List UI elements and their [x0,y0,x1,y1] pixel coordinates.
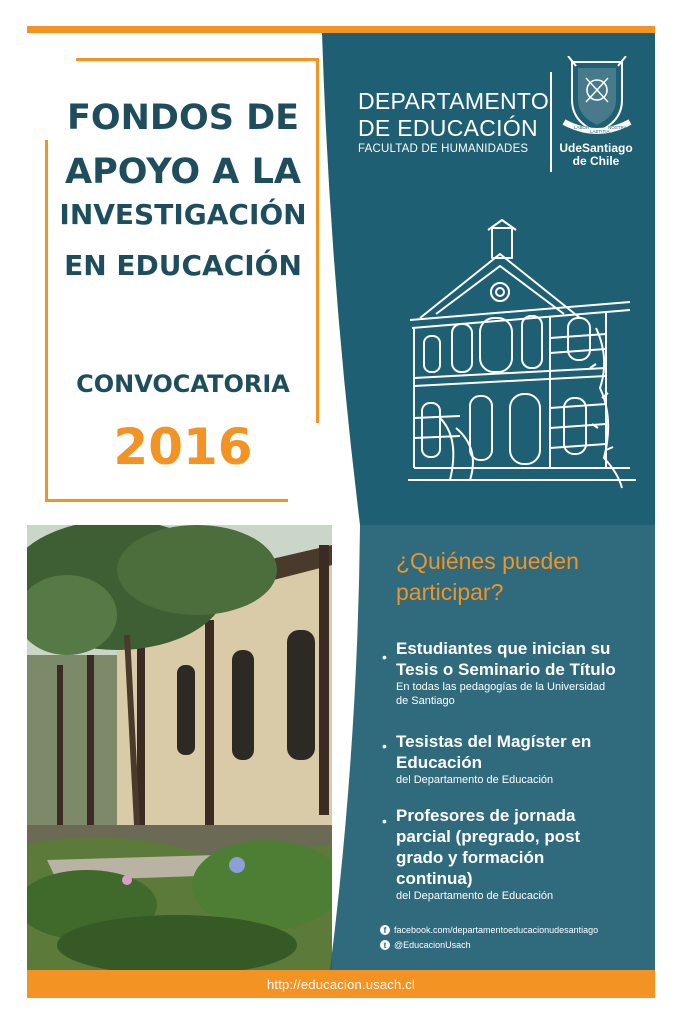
item-heading: parcial (pregrado, post [396,827,581,846]
item-heading: Estudiantes que inician su [396,639,611,658]
twitter-handle[interactable]: @EducacionUsach [394,940,471,950]
svg-text:NOSTRA: NOSTRA [608,125,627,130]
twitter-link[interactable] [380,940,471,950]
title-line: EN EDUCACIÓN [64,249,302,282]
university-name [558,142,634,168]
item-detail: En todas las pedagogías de la Universidad [396,681,606,693]
department-line: DEPARTAMENTO [358,88,550,114]
university-name-line: UdeSantiago [559,141,633,155]
question-line: ¿Quiénes pueden [396,548,579,574]
facebook-icon: f [380,925,390,935]
item-heading: continua) [396,869,473,888]
item-detail: de Santiago [396,695,455,707]
eligibility-item [396,731,652,787]
item-heading: Tesis o Seminario de Título [396,660,616,679]
university-name-line: de Chile [572,154,620,168]
item-heading: grado y formación [396,848,545,867]
call-year: 2016 [113,418,253,476]
svg-text:LABOR: LABOR [574,125,590,130]
frame-line [45,499,288,502]
department-name [358,88,549,156]
department-line: DE EDUCACIÓN [358,115,538,141]
facebook-link[interactable] [380,925,598,935]
item-heading: Educación [396,753,482,772]
twitter-icon: t [380,940,390,950]
svg-text:LAETITIA: LAETITIA [590,129,610,134]
building-line-drawing [400,218,640,503]
bullet-icon: • [382,649,387,665]
item-heading: Tesistas del Magíster en [396,732,592,751]
bullet-icon: • [382,813,387,829]
header-divider [550,72,552,172]
question-line: participar? [396,579,504,605]
courtyard-photo [27,525,332,970]
title-line: FONDOS DE [66,98,300,138]
bullet-icon: • [382,738,387,754]
item-detail: del Departamento de Educación [396,890,554,902]
call-label: CONVOCATORIA [76,370,290,398]
title-line: APOYO A LA [65,152,301,192]
item-detail: del Departamento de Educación [396,774,554,786]
eligibility-item [396,638,652,708]
eligibility-item [396,805,652,903]
website-link[interactable]: http://educacion.usach.cl [266,976,416,992]
frame-line [76,58,318,61]
university-crest-logo [562,56,632,140]
footer-bar [27,970,655,998]
faculty-line: FACULTAD DE HUMANIDADES [358,143,529,155]
facebook-url[interactable]: facebook.com/departamentoeducacionudesantiago [394,925,599,935]
eligibility-question [396,546,646,608]
top-accent-bar [27,26,655,33]
item-heading: Profesores de jornada [396,806,576,825]
title-line: INVESTIGACIÓN [59,198,307,231]
